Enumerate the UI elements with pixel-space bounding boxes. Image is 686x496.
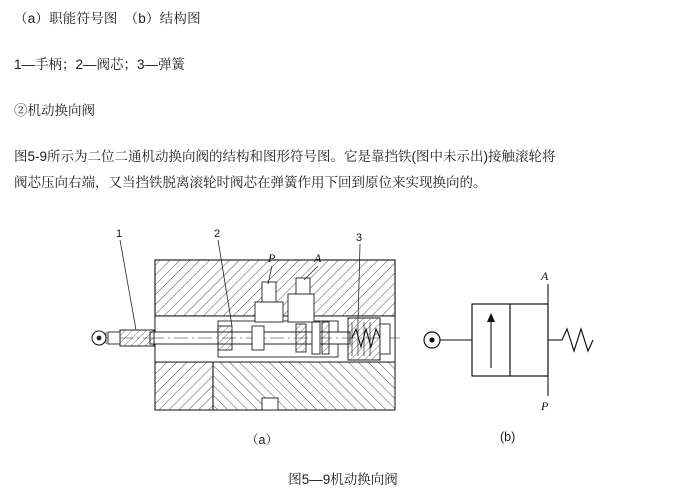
subfigure-label-b: (b) (500, 430, 516, 444)
callout-port-p: P (268, 251, 276, 265)
symbol-label-a: A (541, 269, 549, 283)
section-heading: ②机动换向阀 (14, 103, 95, 118)
callout-port-a: A (314, 251, 322, 265)
body-paragraph-line-1: 图5-9所示为二位二通机动换向阀的结构和图形符号图。它是靠挡铁(图中未示出)接触滚轮将 (14, 149, 556, 164)
symbol-label-p: P (541, 399, 549, 413)
legend-line: 1—手柄；2—阀芯；3—弹簧 (14, 57, 186, 72)
structure-drawing (92, 228, 400, 410)
callout-2: 2 (214, 228, 221, 240)
graphic-symbol (424, 269, 593, 413)
figure-5-9 (0, 222, 686, 474)
callout-1: 1 (116, 228, 123, 240)
callout-3: 3 (356, 232, 363, 244)
body-paragraph (14, 144, 672, 196)
figure-title: 图5—9机动换向阀 (288, 472, 398, 487)
subfigure-label-a: （a） (246, 433, 278, 447)
body-paragraph-line-2: 阀芯压向右端，又当挡铁脱离滚轮时阀芯在弹簧作用下回到原位来实现换向的。 (14, 175, 487, 190)
figure-caption-ab: （a）职能符号图 （b）结构图 (14, 11, 201, 26)
figure-drawing (0, 222, 686, 474)
